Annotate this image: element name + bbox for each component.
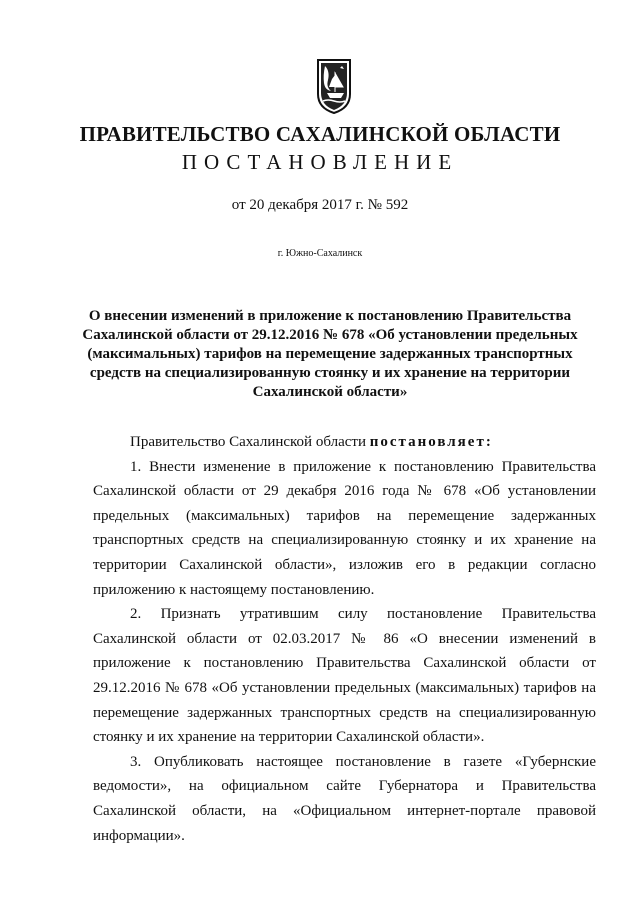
item-paragraph-1: 1. Внести изменение в приложение к постановлению Правительства Сахалинской области от 29 декабря 2016 года № 678 «Об установлении предельных (максимальных) тарифов на перемещение задержанных транспортных средств на специализированную стоянку и их хранение на территории Сахалинской области», изложив его в редакции согласно приложению к настоящему постановлению.	[93, 458, 596, 598]
document-city: г. Южно-Сахалинск	[277, 248, 363, 259]
heading-line: (максимальных) тарифов на перемещение задержанных транспортных	[87, 346, 573, 362]
intro-text: Правительство Сахалинской области	[130, 434, 370, 450]
intro-verb: постановляет:	[369, 434, 493, 450]
document-type: ПОСТАНОВЛЕНИЕ	[181, 150, 459, 174]
sakhalin-coat-of-arms-icon	[316, 58, 352, 114]
item-paragraph-2: 2. Признать утратившим силу постановление Правительства Сахалинской области от 02.03.2017 № 86 «О внесении изменений в приложение к постановлению Правительства Сахалинской области от 29.12.2016 № 678 «Об установлении предельных (максимальных) тарифов на перемещение задержанных транспортных средств на специализированную стоянку и их хранение на территории Сахалинской области».	[93, 606, 596, 746]
heading-line: Сахалинской области»	[252, 384, 408, 400]
item-paragraph-3: 3. Опубликовать настоящее постановление в газете «Губернские ведомости», на официальном сайте Губернатора и Правительства Сахалинской области, на «Официальном интернет-портале правовой информации».	[93, 753, 596, 844]
document-date-number: от 20 декабря 2017 г. № 592	[231, 197, 409, 213]
intro-paragraph	[93, 430, 596, 455]
document-heading	[70, 307, 590, 402]
government-title: ПРАВИТЕЛЬСТВО САХАЛИНСКОЙ ОБЛАСТИ	[79, 122, 561, 146]
heading-line: О внесении изменений в приложение к постановлению Правительства	[88, 308, 572, 324]
document-body	[93, 430, 596, 848]
heading-line: Сахалинской области от 29.12.2016 № 678 «Об установлении предельных	[82, 327, 578, 343]
heading-line: средств на специализированную стоянку и их хранение на территории	[89, 365, 571, 381]
